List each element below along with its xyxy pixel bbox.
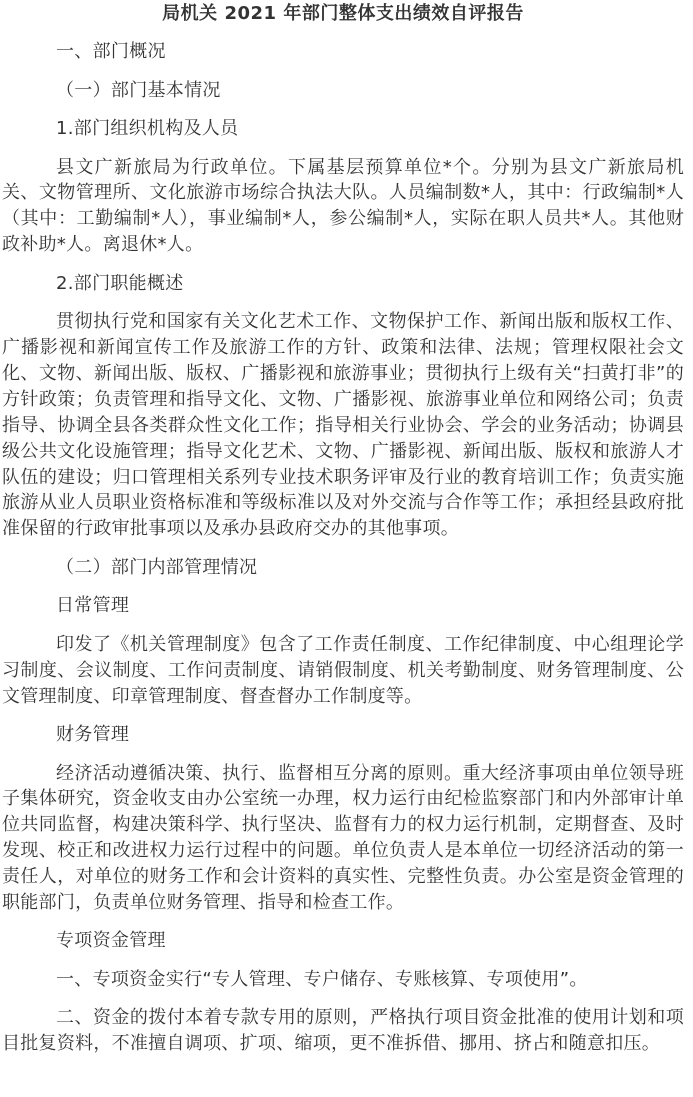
document-body <box>2 39 684 1057</box>
item-heading-special-funds: 专项资金管理 <box>56 930 166 952</box>
item-heading-functions: 2.部门职能概述 <box>56 272 184 294</box>
section-heading-overview: 一、部门概况 <box>56 41 166 62</box>
subsection-heading-basic: （一）部门基本情况 <box>56 79 221 101</box>
special-funds-rule-2: 二、资金的拨付本着专款专用的原则，严格执行项目资金批准的使用计划和项目批复资料，不准擅自调项、扩项、缩项，更不准拆借、挪用、挤占和随意扣压。 <box>2 1007 684 1055</box>
subsection-heading-internal: （二）部门内部管理情况 <box>56 556 258 578</box>
paragraph-organization: 县文广新旅局为行政单位。下属基层预算单位*个。分别为县文广新旅局机关、文物管理所、文化旅游市场综合执法大队。人员编制数*人，其中：行政编制*人（其中：工勤编制*人），事业编制*人，参公编制*人，实际在职人员共*人。其他财政补助*人。离退休*人。 <box>2 156 684 256</box>
paragraph-finance: 经济活动遵循决策、执行、监督相互分离的原则。重大经济事项由单位领导班子集体研究，资金收支由办公室统一办理，权力运行由纪检监察部门和内外部审计单位共同监督，构建决策科学、执行坚决、监督有力的权力运行机制，定期督查、及时发现、校正和改进权力运行过程中的问题。单位负责人是本单位一切经济活动的第一责任人，对单位的财务工作和会计资料的真实性、完整性负责。办公室是资金管理的职能部门，负责单位财务管理、指导和检查工作。 <box>2 762 684 914</box>
paragraph-daily: 印发了《机关管理制度》包含了工作责任制度、工作纪律制度、中心组理论学习制度、会议制度、工作问责制度、请销假制度、机关考勤制度、财务管理制度、公文管理制度、印章管理制度、督查督办工作制度等。 <box>2 633 684 707</box>
document-title <box>2 0 684 39</box>
paragraph-functions: 贯彻执行党和国家有关文化艺术工作、文物保护工作、新闻出版和版权工作、广播影视和新闻宣传工作及旅游工作的方针、政策和法律、法规；管理权限社会文化、文物、新闻出版、版权、广播影视和旅游事业；贯彻执行上级有关“扫黄打非”的方针政策；负责管理和指导文化、文物、广播影视、旅游事业单位和网络公司；负责指导、协调全县各类群众性文化工作；指导相关行业协会、学会的业务活动；协调县级公共文化设施管理；指导文化艺术、文物、广播影视、新闻出版、版权和旅游人才队伍的建设；归口管理相关系列专业技术职务评审及行业的教育培训工作；负责实施旅游从业人员职业资格标准和等级标准以及对外交流与合作等工作；承担经县政府批准保留的行政审批事项以及承办县政府交办的其他事项。 <box>2 311 684 540</box>
item-heading-daily: 日常管理 <box>56 595 130 617</box>
special-funds-rule-1: 一、专项资金实行“专人管理、专户储存、专账核算、专项使用”。 <box>56 968 588 990</box>
title-prefix: 局机关 <box>162 3 225 24</box>
document-page <box>2 0 684 1070</box>
title-suffix: 年部门整体支出绩效自评报告 <box>276 3 524 24</box>
title-year: 2021 <box>224 3 277 24</box>
item-heading-finance: 财务管理 <box>56 724 130 745</box>
item-heading-organization: 1.部门组织机构及人员 <box>56 118 239 139</box>
